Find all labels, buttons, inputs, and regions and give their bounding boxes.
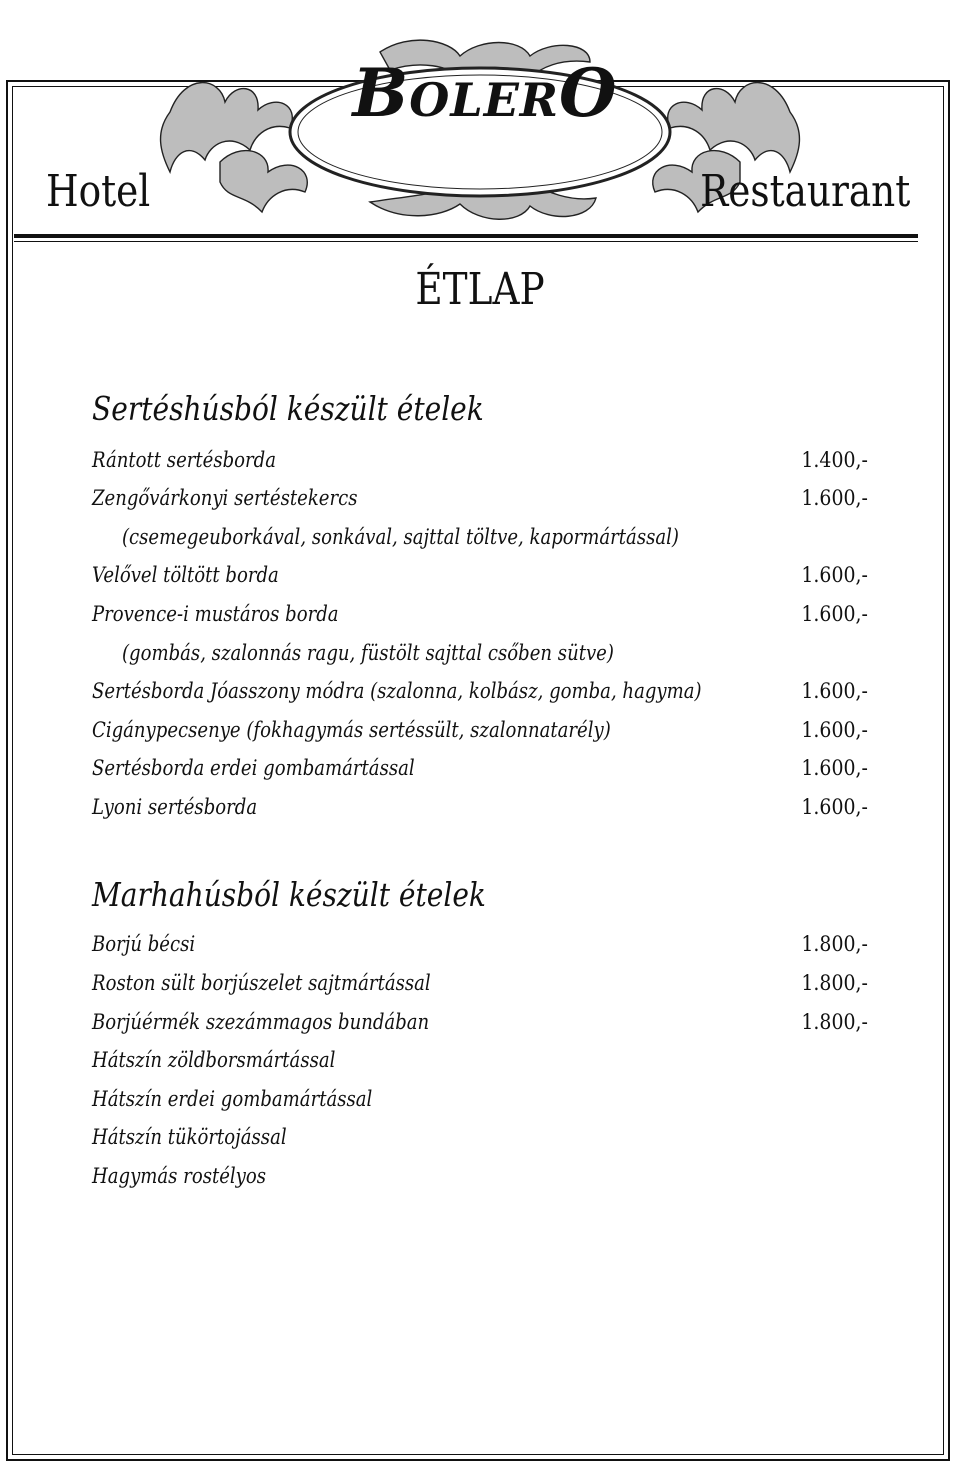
header-restaurant-word: Restaurant xyxy=(699,166,910,217)
menu-item-name: Sertésborda erdei gombamártással xyxy=(92,756,415,780)
section-heading-pork: Sertéshúsból készült ételek xyxy=(92,389,484,428)
menu-item-name: Sertésborda Jóasszony módra (szalonna, kolbász, gomba, hagyma) xyxy=(92,679,702,703)
menu-item-price: 1.600,- xyxy=(801,679,868,703)
header-divider-thick xyxy=(14,234,918,238)
menu-item-price: 1.800,- xyxy=(801,971,868,995)
menu-item-price: 1.600,- xyxy=(801,563,868,587)
menu-item-name: Cigánypecsenye (fokhagymás sertéssült, szalonnatarély) xyxy=(92,718,611,742)
menu-item-price: 1.600,- xyxy=(801,486,868,510)
brand-logo-text: BolerO xyxy=(352,54,618,132)
menu-item-name: Velővel töltött borda xyxy=(92,563,279,587)
menu-item-note: (gombás, szalonnás ragu, füstölt sajttal csőben sütve) xyxy=(122,641,614,665)
header-hotel-word: Hotel xyxy=(46,166,151,217)
menu-item-price: 1.600,- xyxy=(801,756,868,780)
menu-item-name: Lyoni sertésborda xyxy=(92,795,258,819)
menu-item-name: Hátszín erdei gombamártással xyxy=(92,1087,373,1111)
menu-item-price: 1.400,- xyxy=(801,448,868,472)
menu-item-name: Borjúérmék szezámmagos bundában xyxy=(92,1010,430,1034)
menu-item-name: Hátszín tükörtojással xyxy=(92,1125,287,1149)
menu-item-price: 1.600,- xyxy=(801,602,868,626)
menu-item-price: 1.600,- xyxy=(801,795,868,819)
section-heading-beef: Marhahúsból készült ételek xyxy=(92,875,486,914)
menu-title: ÉTLAP xyxy=(415,264,545,315)
menu-item-price: 1.800,- xyxy=(801,1010,868,1034)
menu-item-name: Hátszín zöldborsmártással xyxy=(92,1048,336,1072)
header-divider-thin xyxy=(14,241,918,242)
menu-item-price: 1.800,- xyxy=(801,932,868,956)
menu-item-name: Hagymás rostélyos xyxy=(92,1164,267,1188)
menu-item-name: Roston sült borjúszelet sajtmártással xyxy=(92,971,431,995)
menu-item-name: Rántott sertésborda xyxy=(92,448,276,472)
menu-item-name: Provence-i mustáros borda xyxy=(92,602,339,626)
menu-item-name: Borjú bécsi xyxy=(92,932,196,956)
menu-item-name: Zengővárkonyi sertéstekercs xyxy=(92,486,358,510)
menu-item-price: 1.600,- xyxy=(801,718,868,742)
menu-item-note: (csemegeuborkával, sonkával, sajttal töltve, kapormártással) xyxy=(122,525,679,549)
